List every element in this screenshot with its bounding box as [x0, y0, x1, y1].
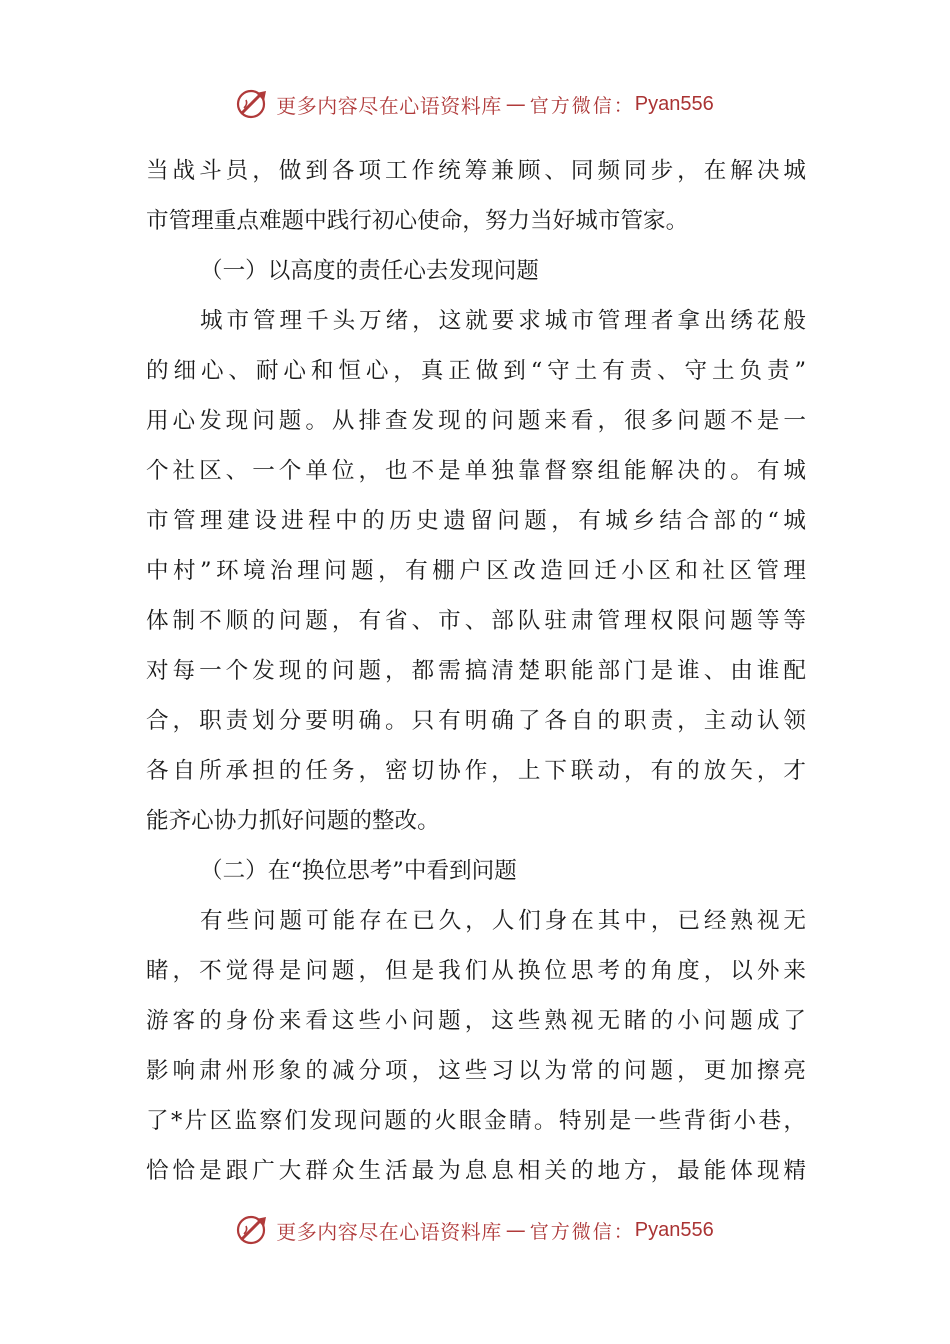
banner-main-text: 更多内容尽在心语资料库 — [276, 1219, 502, 1244]
document-body — [146, 146, 806, 1196]
text-line-4: 城市管理千头万绪，这就要求城市管理者拿出绣花般 — [200, 308, 806, 334]
text-line-8: 市管理建设进程中的历史遗留问题，有城乡结合部的“城 — [146, 508, 806, 534]
text-line-18: 游客的身份来看这些小问题，这些熟视无睹的小问题成了 — [146, 1008, 806, 1034]
banner-wechat-label: 官方微信： — [529, 94, 635, 117]
pen-logo-icon — [236, 1213, 270, 1247]
text-line-6: 用心发现问题。从排查发现的问题来看，很多问题不是一 — [146, 408, 806, 434]
text-line-5: 的细心、耐心和恒心，真正做到“守土有责、守土负责” — [146, 358, 806, 384]
text-line-2: 市管理重点难题中践行初心使命，努力当好城市管家。 — [146, 208, 689, 234]
text-line-1: 当战斗员，做到各项工作统筹兼顾、同频同步，在解决城 — [146, 158, 806, 184]
section-heading-2: （二）在“换位思考”中看到问题 — [200, 858, 517, 884]
text-line-12: 合，职责划分要明确。只有明确了各自的职责，主动认领 — [146, 708, 806, 734]
text-line-14: 能齐心协力抓好问题的整改。 — [146, 808, 440, 834]
text-line-7: 个社区、一个单位，也不是单独靠督察组能解决的。有城 — [146, 458, 806, 484]
text-line-13: 各自所承担的任务，密切协作，上下联动，有的放矢，才 — [146, 758, 806, 784]
header-banner — [0, 84, 950, 124]
banner-wechat-label: 官方微信： — [529, 1220, 635, 1243]
pen-logo-icon — [236, 87, 270, 121]
text-line-21: 恰恰是跟广大群众生活最为息息相关的地方，最能体现精 — [146, 1158, 806, 1184]
banner-wechat-id: Pyan556 — [634, 92, 714, 115]
banner-separator: — — [505, 92, 526, 116]
text-line-20: 了*片区监察们发现问题的火眼金睛。特别是一些背街小巷， — [146, 1108, 806, 1134]
banner-separator: — — [505, 1218, 526, 1242]
footer-banner — [0, 1210, 950, 1250]
banner-wechat-id: Pyan556 — [634, 1218, 714, 1241]
text-line-9: 中村”环境治理问题，有棚户区改造回迁小区和社区管理 — [146, 558, 806, 584]
text-line-19: 影响肃州形象的减分项，这些习以为常的问题，更加擦亮 — [146, 1058, 806, 1084]
section-heading-1: （一）以高度的责任心去发现问题 — [200, 258, 539, 284]
text-line-17: 睹，不觉得是问题，但是我们从换位思考的角度，以外来 — [146, 958, 806, 984]
text-line-16: 有些问题可能存在已久，人们身在其中，已经熟视无 — [200, 908, 806, 934]
text-line-10: 体制不顺的问题，有省、市、部队驻肃管理权限问题等等 — [146, 608, 806, 634]
text-line-11: 对每一个发现的问题，都需搞清楚职能部门是谁、由谁配 — [146, 658, 806, 684]
banner-main-text: 更多内容尽在心语资料库 — [276, 93, 502, 118]
